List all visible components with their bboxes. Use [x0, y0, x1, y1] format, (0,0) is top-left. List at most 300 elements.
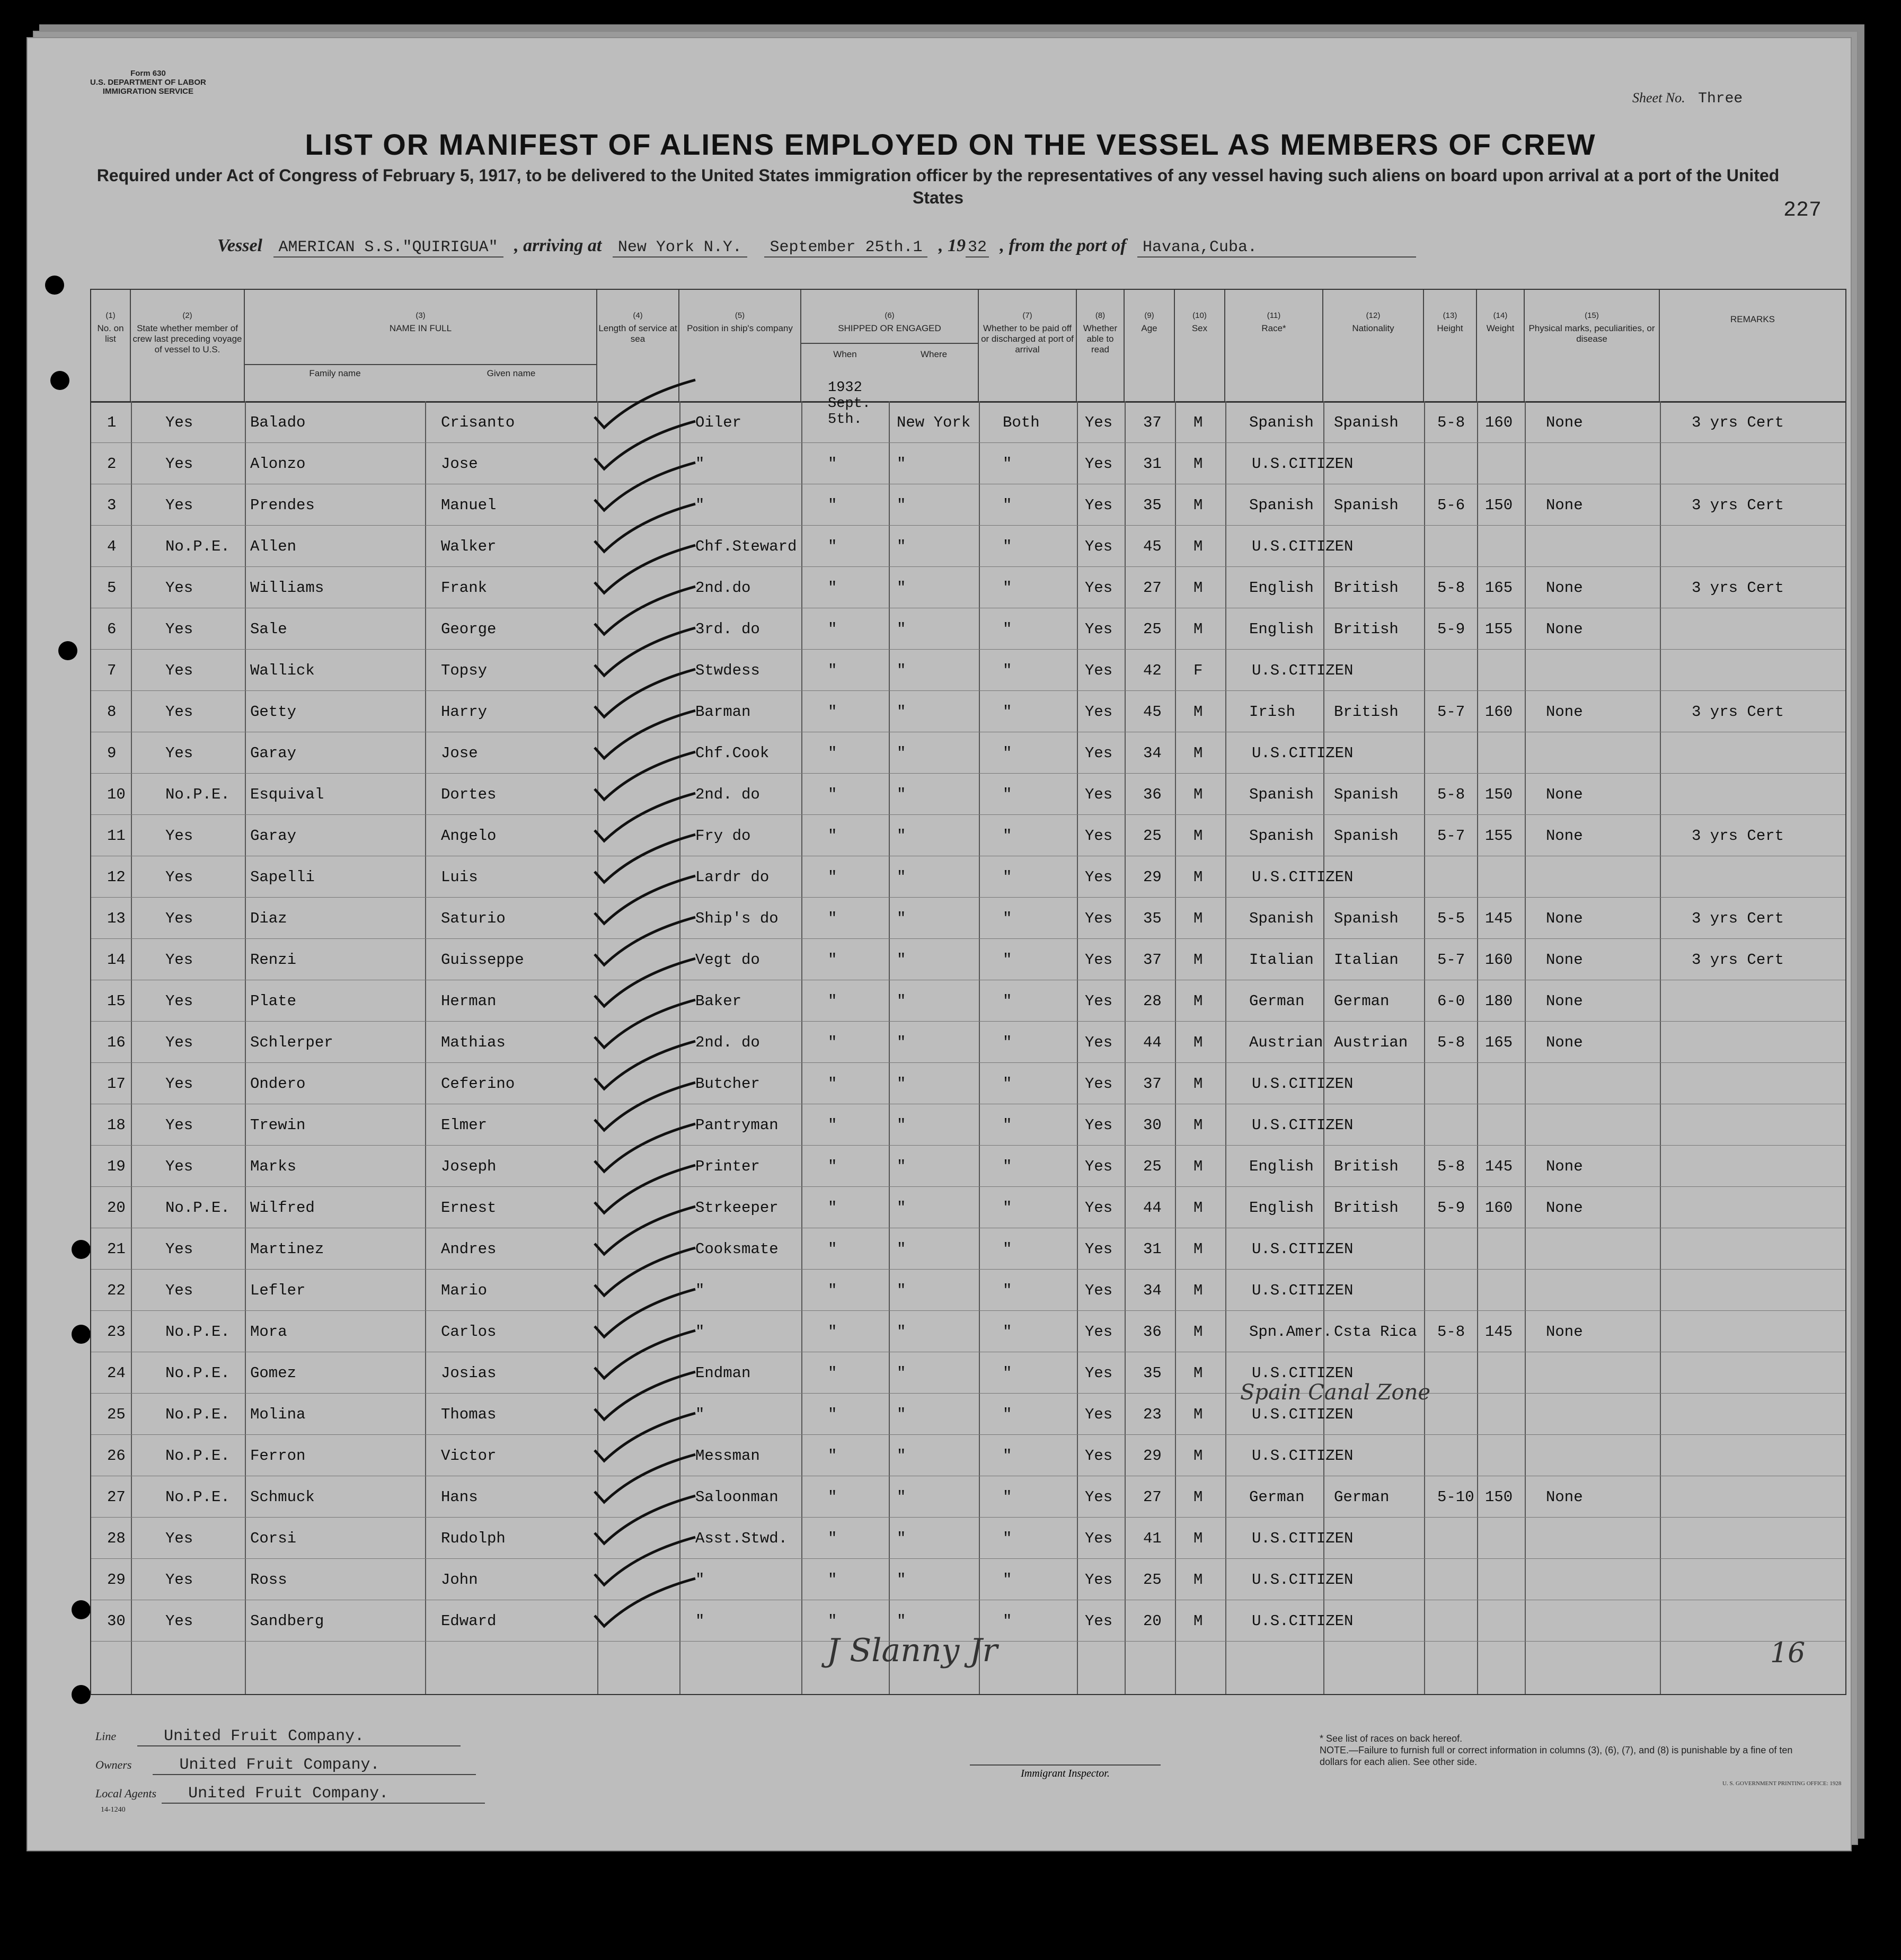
- cell-given: Jose: [441, 744, 478, 762]
- cell-weight: 165: [1485, 1034, 1513, 1051]
- cell-read: Yes: [1085, 1406, 1113, 1423]
- cell-marks: None: [1546, 827, 1583, 845]
- cell-given: Rudolph: [441, 1530, 506, 1547]
- cell-family: Williams: [250, 579, 324, 597]
- cell-when: ": [828, 455, 837, 473]
- cell-age: 31: [1143, 1240, 1162, 1258]
- cell-family: Sapelli: [250, 868, 315, 886]
- cell-age: 44: [1143, 1034, 1162, 1051]
- cell-paid: ": [1003, 1116, 1012, 1134]
- arrival-year: 32: [966, 238, 989, 258]
- arriving-place: New York N.Y.: [613, 238, 747, 258]
- cell-given: John: [441, 1571, 478, 1589]
- cell-remarks: 3 yrs Cert: [1692, 579, 1784, 597]
- header-nationality: (12) Nationality: [1323, 290, 1424, 401]
- cell-paid: ": [1003, 951, 1012, 969]
- cell-paid: ": [1003, 703, 1012, 721]
- table-row: [91, 814, 1845, 856]
- sheet-value: Three: [1698, 91, 1743, 107]
- cell-where: ": [897, 1282, 906, 1299]
- cell-given: Walker: [441, 538, 497, 555]
- cell-when: ": [828, 1199, 837, 1217]
- cell-no: 26: [107, 1447, 126, 1465]
- cell-marks: None: [1546, 786, 1583, 803]
- cell-when: ": [828, 1612, 837, 1630]
- cell-family: Sale: [250, 620, 287, 638]
- cell-family: Trewin: [250, 1116, 306, 1134]
- cell-race: U.S.CITIZEN: [1252, 1240, 1354, 1258]
- cell-no: 17: [107, 1075, 126, 1093]
- table-row: [91, 1269, 1845, 1310]
- cell-when: ": [828, 1158, 837, 1175]
- cell-no: 30: [107, 1612, 126, 1630]
- cell-position: Vegt do: [695, 951, 760, 969]
- cell-given: Frank: [441, 579, 488, 597]
- cell-when: ": [828, 496, 837, 514]
- cell-race: Spn.Amer.: [1249, 1323, 1332, 1341]
- cell-height: 5-8: [1437, 786, 1465, 803]
- cell-state: No.P.E.: [165, 1364, 230, 1382]
- cell-sex: M: [1193, 1158, 1203, 1175]
- cell-age: 28: [1143, 992, 1162, 1010]
- cell-position: Strkeeper: [695, 1199, 779, 1217]
- table-row: [91, 566, 1845, 608]
- cell-nationality: Spanish: [1334, 496, 1399, 514]
- cell-given: Hans: [441, 1488, 478, 1506]
- cell-family: Ross: [250, 1571, 287, 1589]
- cell-position: ": [695, 455, 705, 473]
- table-row: [91, 1062, 1845, 1104]
- cell-read: Yes: [1085, 868, 1113, 886]
- cell-age: 29: [1143, 1447, 1162, 1465]
- cell-read: Yes: [1085, 1364, 1113, 1382]
- cell-no: 2: [107, 455, 117, 473]
- cell-no: 21: [107, 1240, 126, 1258]
- table-row: [91, 980, 1845, 1021]
- form-number: Form 630: [130, 69, 166, 78]
- cell-height: 5-8: [1437, 579, 1465, 597]
- cell-no: 22: [107, 1282, 126, 1299]
- cell-sex: M: [1193, 744, 1203, 762]
- header-read: (8) Whether able to read: [1077, 290, 1125, 401]
- cell-position: Lardr do: [695, 868, 770, 886]
- cell-read: Yes: [1085, 1240, 1113, 1258]
- cell-nationality: Spanish: [1334, 827, 1399, 845]
- cell-where: ": [897, 703, 906, 721]
- cell-where: ": [897, 1158, 906, 1175]
- cell-where: ": [897, 1571, 906, 1589]
- cell-paid: ": [1003, 1199, 1012, 1217]
- line-value: United Fruit Company.: [137, 1727, 461, 1746]
- header-physical-marks: (15) Physical marks, peculiarities, or disease: [1525, 290, 1660, 401]
- cell-race: U.S.CITIZEN: [1252, 744, 1354, 762]
- cell-nationality: German: [1334, 1488, 1390, 1506]
- cell-race: Spanish: [1249, 414, 1314, 431]
- cell-family: Martinez: [250, 1240, 324, 1258]
- cell-race: Italian: [1249, 951, 1314, 969]
- immigrant-inspector-line: Immigrant Inspector.: [970, 1764, 1161, 1780]
- cell-where: ": [897, 868, 906, 886]
- cell-read: Yes: [1085, 1323, 1113, 1341]
- cell-family: Prendes: [250, 496, 315, 514]
- sheet-label: Sheet No.: [1632, 90, 1685, 105]
- race-note: * See list of races on back hereof.: [1320, 1733, 1463, 1744]
- cell-height: 5-9: [1437, 1199, 1465, 1217]
- cell-weight: 180: [1485, 992, 1513, 1010]
- cell-where: ": [897, 1323, 906, 1341]
- service: IMMIGRATION SERVICE: [102, 87, 193, 96]
- cell-family: Balado: [250, 414, 306, 431]
- cell-when: ": [828, 786, 837, 803]
- header-weight: (14) Weight: [1477, 290, 1525, 401]
- cell-position: Ship's do: [695, 910, 779, 927]
- cell-state: Yes: [165, 1158, 193, 1175]
- cell-read: Yes: [1085, 1530, 1113, 1547]
- cell-when: ": [828, 1282, 837, 1299]
- page-number: 227: [1783, 199, 1822, 223]
- cell-height: 5-7: [1437, 951, 1465, 969]
- cell-position: Fry do: [695, 827, 751, 845]
- cell-height: 5-6: [1437, 496, 1465, 514]
- page-subtitle: Required under Act of Congress of February 5, 1917, to be delivered to the United States immigration officer by the representatives of any vessel having such aliens on board upon arrival at a port of the United States: [96, 166, 1780, 207]
- cell-state: Yes: [165, 414, 193, 431]
- table-row: [91, 938, 1845, 980]
- cell-height: 5-7: [1437, 827, 1465, 845]
- cell-weight: 150: [1485, 1488, 1513, 1506]
- cell-given: Topsy: [441, 662, 488, 679]
- header-length-service: (4) Length of service at sea: [597, 290, 679, 401]
- cell-family: Garay: [250, 744, 297, 762]
- cell-state: Yes: [165, 1075, 193, 1093]
- cell-age: 27: [1143, 579, 1162, 597]
- cell-remarks: 3 yrs Cert: [1692, 910, 1784, 927]
- footer-line: Line United Fruit Company.: [95, 1727, 485, 1746]
- header-race: (11) Race*: [1225, 290, 1323, 401]
- cell-family: Esquival: [250, 786, 324, 803]
- cell-nationality: Austrian: [1334, 1034, 1408, 1051]
- cell-where: ": [897, 1406, 906, 1423]
- cell-family: Renzi: [250, 951, 297, 969]
- page-title: LIST OR MANIFEST OF ALIENS EMPLOYED ON THE VESSEL AS MEMBERS OF CREW: [305, 128, 1596, 161]
- cell-sex: M: [1193, 1116, 1203, 1134]
- cell-sex: M: [1193, 910, 1203, 927]
- cell-state: Yes: [165, 1282, 193, 1299]
- cell-sex: F: [1193, 662, 1203, 679]
- cell-sex: M: [1193, 1075, 1203, 1093]
- cell-race: U.S.CITIZEN: [1252, 868, 1354, 886]
- table-row: [91, 732, 1845, 773]
- cell-position: ": [695, 1323, 705, 1341]
- cell-read: Yes: [1085, 538, 1113, 555]
- header-no: (1) No. on list: [91, 290, 131, 401]
- cell-age: 20: [1143, 1612, 1162, 1630]
- cell-paid: ": [1003, 1034, 1012, 1051]
- table-row: [91, 1558, 1845, 1600]
- cell-age: 25: [1143, 1571, 1162, 1589]
- cell-age: 36: [1143, 786, 1162, 803]
- punch-hole: [50, 371, 69, 390]
- cell-race: U.S.CITIZEN: [1252, 1075, 1354, 1093]
- cell-age: 25: [1143, 827, 1162, 845]
- department: U.S. DEPARTMENT OF LABOR: [90, 78, 206, 87]
- cell-race: U.S.CITIZEN: [1252, 1530, 1354, 1547]
- cell-no: 6: [107, 620, 117, 638]
- cell-height: 5-8: [1437, 414, 1465, 431]
- handwritten-number: 16: [1770, 1637, 1806, 1669]
- cell-race: Spanish: [1249, 827, 1314, 845]
- cell-read: Yes: [1085, 1116, 1113, 1134]
- cell-family: Sandberg: [250, 1612, 324, 1630]
- cell-height: 5-7: [1437, 703, 1465, 721]
- cell-given: Crisanto: [441, 414, 515, 431]
- cell-paid: ": [1003, 1364, 1012, 1382]
- cell-height: 5-5: [1437, 910, 1465, 927]
- cell-given: Joseph: [441, 1158, 497, 1175]
- cell-sex: M: [1193, 827, 1203, 845]
- cell-sex: M: [1193, 1488, 1203, 1506]
- cell-given: Jose: [441, 455, 478, 473]
- cell-paid: ": [1003, 1530, 1012, 1547]
- cell-age: 45: [1143, 538, 1162, 555]
- cell-where: ": [897, 579, 906, 597]
- header-sex: (10) Sex: [1175, 290, 1225, 401]
- table-row: [91, 1393, 1845, 1434]
- cell-age: 45: [1143, 703, 1162, 721]
- cell-state: Yes: [165, 1530, 193, 1547]
- cell-race: U.S.CITIZEN: [1252, 1447, 1354, 1465]
- cell-nationality: German: [1334, 992, 1390, 1010]
- cell-when: ": [828, 1406, 837, 1423]
- cell-given: Thomas: [441, 1406, 497, 1423]
- cell-race: Spanish: [1249, 786, 1314, 803]
- cell-when: ": [828, 1530, 837, 1547]
- cell-nationality: Italian: [1334, 951, 1399, 969]
- cell-family: Lefler: [250, 1282, 306, 1299]
- table-row: [91, 1434, 1845, 1476]
- punch-hole: [72, 1325, 91, 1344]
- cell-position: Endman: [695, 1364, 751, 1382]
- table-row: [91, 1476, 1845, 1517]
- cell-nationality: Spanish: [1334, 910, 1399, 927]
- cell-given: Ceferino: [441, 1075, 515, 1093]
- cell-age: 35: [1143, 910, 1162, 927]
- cell-paid: ": [1003, 662, 1012, 679]
- cell-sex: M: [1193, 496, 1203, 514]
- cell-marks: None: [1546, 1199, 1583, 1217]
- cell-no: 20: [107, 1199, 126, 1217]
- cell-nationality: British: [1334, 620, 1399, 638]
- from-port: Havana,Cuba.: [1137, 238, 1416, 258]
- cell-when: ": [828, 662, 837, 679]
- header-family-name: Family name: [245, 364, 425, 379]
- table-header: [91, 290, 1845, 403]
- cell-marks: None: [1546, 579, 1583, 597]
- cell-family: Corsi: [250, 1530, 297, 1547]
- cell-remarks: 3 yrs Cert: [1692, 703, 1784, 721]
- punch-hole: [72, 1685, 91, 1704]
- cell-when: ": [828, 1571, 837, 1589]
- cell-read: Yes: [1085, 414, 1113, 431]
- cell-position: Asst.Stwd.: [695, 1530, 788, 1547]
- cell-age: 23: [1143, 1406, 1162, 1423]
- cell-position: Chf.Steward: [695, 538, 797, 555]
- cell-state: Yes: [165, 1612, 193, 1630]
- cell-where: ": [897, 496, 906, 514]
- cell-no: 13: [107, 910, 126, 927]
- cell-given: Mathias: [441, 1034, 506, 1051]
- cell-age: 41: [1143, 1530, 1162, 1547]
- cell-paid: ": [1003, 496, 1012, 514]
- cell-no: 10: [107, 786, 126, 803]
- table-row: [91, 484, 1845, 525]
- punch-hole: [72, 1240, 91, 1259]
- cell-race: German: [1249, 992, 1305, 1010]
- cell-no: 11: [107, 827, 126, 845]
- cell-no: 7: [107, 662, 117, 679]
- cell-family: Wallick: [250, 662, 315, 679]
- cell-race: Spanish: [1249, 496, 1314, 514]
- cell-family: Gomez: [250, 1364, 297, 1382]
- cell-family: Ondero: [250, 1075, 306, 1093]
- cell-remarks: 3 yrs Cert: [1692, 951, 1784, 969]
- cell-race: U.S.CITIZEN: [1252, 1282, 1354, 1299]
- cell-weight: 160: [1485, 1199, 1513, 1217]
- cell-no: 3: [107, 496, 117, 514]
- cell-no: 18: [107, 1116, 126, 1134]
- cell-given: Herman: [441, 992, 497, 1010]
- cell-sex: M: [1193, 1364, 1203, 1382]
- cell-position: Messman: [695, 1447, 760, 1465]
- table-row: [91, 690, 1845, 732]
- cell-state: Yes: [165, 910, 193, 927]
- table-row: [91, 856, 1845, 897]
- cell-height: 5-10: [1437, 1488, 1474, 1506]
- table-row: [91, 1517, 1845, 1558]
- cell-sex: M: [1193, 1447, 1203, 1465]
- table-row: [91, 1186, 1845, 1228]
- cell-race: English: [1249, 579, 1314, 597]
- cell-where: ": [897, 992, 906, 1010]
- cell-state: No.P.E.: [165, 1406, 230, 1423]
- agents-value: United Fruit Company.: [162, 1785, 485, 1804]
- cell-no: 4: [107, 538, 117, 555]
- cell-sex: M: [1193, 1530, 1203, 1547]
- cell-paid: Both: [1003, 414, 1040, 431]
- table-row: [91, 608, 1845, 649]
- cell-where: ": [897, 1240, 906, 1258]
- cell-where: ": [897, 744, 906, 762]
- cell-sex: M: [1193, 786, 1203, 803]
- cell-marks: None: [1546, 703, 1583, 721]
- header-state: (2) State whether member of crew last preceding voyage of vessel to U.S.: [131, 290, 245, 401]
- cell-sex: M: [1193, 1034, 1203, 1051]
- cell-weight: 155: [1485, 620, 1513, 638]
- cell-paid: ": [1003, 1323, 1012, 1341]
- cell-read: Yes: [1085, 1158, 1113, 1175]
- cell-marks: None: [1546, 992, 1583, 1010]
- cell-read: Yes: [1085, 496, 1113, 514]
- vessel-name: AMERICAN S.S."QUIRIGUA": [273, 238, 503, 258]
- cell-given: Guisseppe: [441, 951, 524, 969]
- cell-paid: ": [1003, 1406, 1012, 1423]
- cell-family: Wilfred: [250, 1199, 315, 1217]
- cell-paid: ": [1003, 455, 1012, 473]
- header-paid-off: (7) Whether to be paid off or discharged at port of arrival: [979, 290, 1077, 401]
- cell-age: 25: [1143, 620, 1162, 638]
- cell-no: 25: [107, 1406, 126, 1423]
- cell-no: 15: [107, 992, 126, 1010]
- cell-when: ": [828, 910, 837, 927]
- cell-read: Yes: [1085, 951, 1113, 969]
- cell-read: Yes: [1085, 455, 1113, 473]
- cell-no: 23: [107, 1323, 126, 1341]
- cell-marks: None: [1546, 1158, 1583, 1175]
- cell-family: Schmuck: [250, 1488, 315, 1506]
- cell-when: ": [828, 1034, 837, 1051]
- cell-family: Garay: [250, 827, 297, 845]
- cell-sex: M: [1193, 620, 1203, 638]
- cell-given: Ernest: [441, 1199, 497, 1217]
- table-row: [91, 1145, 1845, 1186]
- cell-where: ": [897, 1116, 906, 1134]
- cell-state: No.P.E.: [165, 538, 230, 555]
- table-row: [91, 380, 1845, 442]
- cell-age: 30: [1143, 1116, 1162, 1134]
- cell-remarks: 3 yrs Cert: [1692, 827, 1784, 845]
- cell-state: No.P.E.: [165, 786, 230, 803]
- cell-read: Yes: [1085, 1612, 1113, 1630]
- header-given-name: Given name: [425, 364, 597, 379]
- cell-given: Victor: [441, 1447, 497, 1465]
- cell-race: U.S.CITIZEN: [1252, 455, 1354, 473]
- cell-state: Yes: [165, 992, 193, 1010]
- cell-age: 31: [1143, 455, 1162, 473]
- header-position: (5) Position in ship's company: [679, 290, 801, 401]
- cell-given: Mario: [441, 1282, 488, 1299]
- cell-when: ": [828, 1116, 837, 1134]
- header-age: (9) Age: [1125, 290, 1175, 401]
- cell-race: U.S.CITIZEN: [1252, 1571, 1354, 1589]
- cell-when: ": [828, 992, 837, 1010]
- cell-read: Yes: [1085, 1034, 1113, 1051]
- cell-given: Saturio: [441, 910, 506, 927]
- crew-table: [90, 289, 1846, 1695]
- cell-age: 35: [1143, 1364, 1162, 1382]
- cell-state: Yes: [165, 1240, 193, 1258]
- arriving-label: , arriving at: [514, 236, 602, 255]
- cell-no: 14: [107, 951, 126, 969]
- cell-when: ": [828, 1488, 837, 1506]
- cell-paid: ": [1003, 1282, 1012, 1299]
- cell-position: Chf.Cook: [695, 744, 770, 762]
- cell-remarks: 3 yrs Cert: [1692, 414, 1784, 431]
- cell-marks: None: [1546, 1034, 1583, 1051]
- cell-given: Luis: [441, 868, 478, 886]
- cell-when: ": [828, 1447, 837, 1465]
- penalty-note: NOTE.—Failure to furnish full or correct information in columns (3), (6), (7), and (8) is punishable by a fine of ten dollars for each alien. See other side.: [1320, 1745, 1793, 1767]
- cell-given: Dortes: [441, 786, 497, 803]
- check-mark-icon: [589, 1573, 706, 1631]
- cell-position: Saloonman: [695, 1488, 779, 1506]
- cell-position: 3rd. do: [695, 620, 760, 638]
- cell-read: Yes: [1085, 910, 1113, 927]
- cell-position: Butcher: [695, 1075, 760, 1093]
- cell-age: 36: [1143, 1323, 1162, 1341]
- cell-age: 37: [1143, 1075, 1162, 1093]
- cell-when: ": [828, 538, 837, 555]
- cell-paid: ": [1003, 868, 1012, 886]
- cell-paid: ": [1003, 992, 1012, 1010]
